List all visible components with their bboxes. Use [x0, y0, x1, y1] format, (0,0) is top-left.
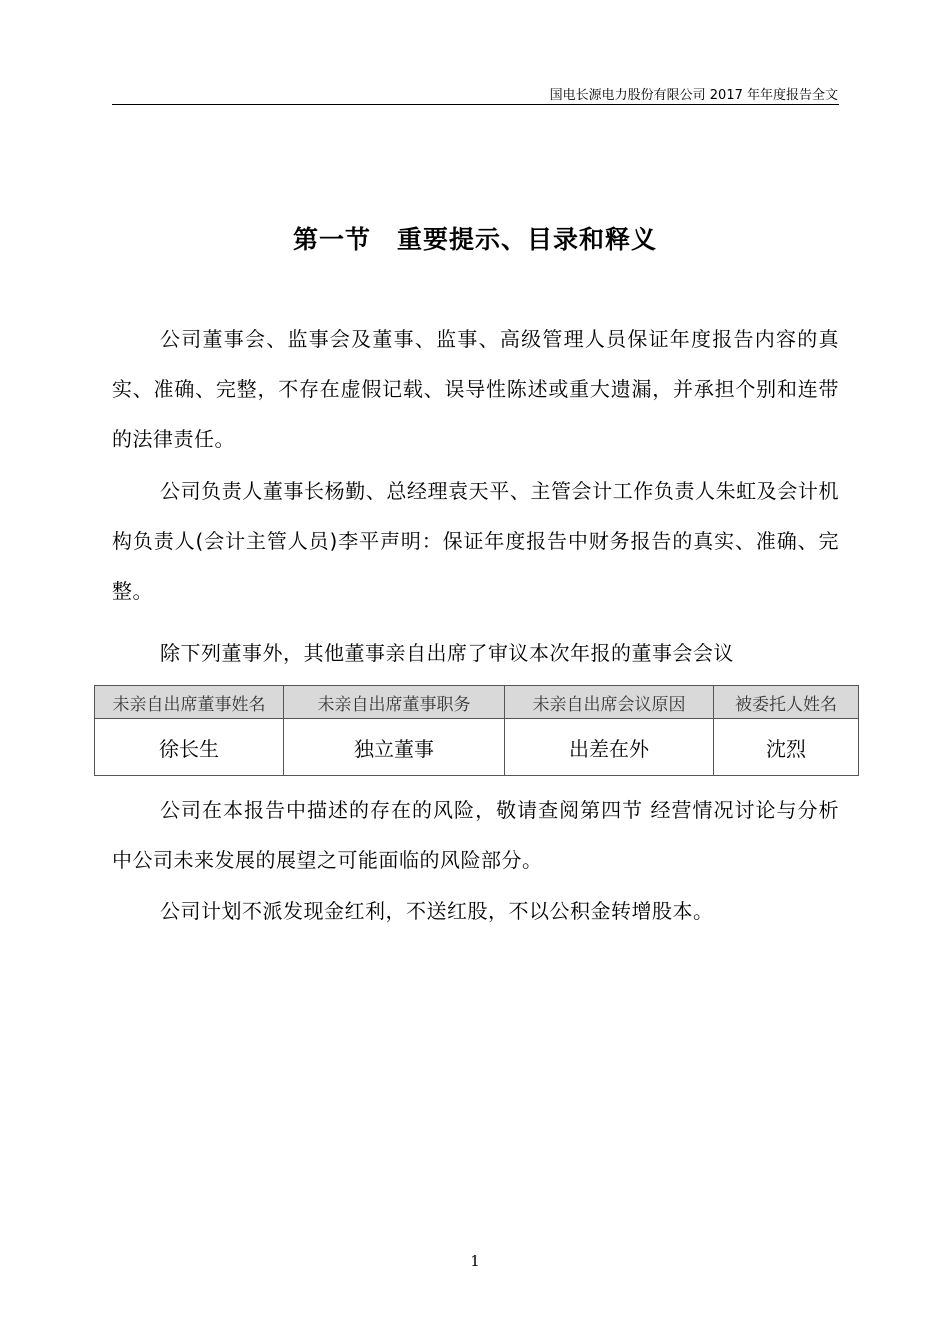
table-header-row [95, 686, 859, 719]
dividend-plan-paragraph: 公司计划不派发现金红利，不送红股，不以公积金转增股本。 [160, 899, 714, 923]
report-header-title: 国电长源电力股份有限公司 2017 年年度报告全文 [549, 88, 838, 103]
cell-absent-director-position: 独立董事 [284, 719, 505, 776]
board-guarantee-paragraph: 公司董事会、监事会及董事、监事、高级管理人员保证年度报告内容的真实、准确、完整，不存在虚假记载、误导性陈述或重大遗漏，并承担个别和连带的法律责任。 [112, 327, 839, 451]
cell-proxy-name: 沈烈 [714, 719, 859, 776]
risk-notice-paragraph: 公司在本报告中描述的存在的风险，敬请查阅第四节 经营情况讨论与分析中公司未来发展的展望之可能面临的风险部分。 [112, 798, 839, 872]
section-title: 第一节 重要提示、目录和释义 [292, 225, 657, 254]
header-absent-director-name: 未亲自出席董事姓名 [95, 686, 284, 719]
absent-directors-table [94, 685, 859, 776]
header-absent-director-position: 未亲自出席董事职务 [284, 686, 505, 719]
header-divider [112, 104, 839, 105]
header-absence-reason: 未亲自出席会议原因 [505, 686, 714, 719]
page-number: 1 [470, 1252, 480, 1270]
table-row [95, 719, 859, 776]
attendance-paragraph: 除下列董事外，其他董事亲自出席了审议本次年报的董事会会议 [160, 641, 734, 665]
header-proxy-name: 被委托人姓名 [714, 686, 859, 719]
cell-absent-director-name: 徐长生 [95, 719, 284, 776]
cell-absence-reason: 出差在外 [505, 719, 714, 776]
responsible-persons-paragraph: 公司负责人董事长杨勤、总经理袁天平、主管会计工作负责人朱虹及会计机构负责人(会计主管人员)李平声明：保证年度报告中财务报告的真实、准确、完整。 [112, 479, 839, 603]
